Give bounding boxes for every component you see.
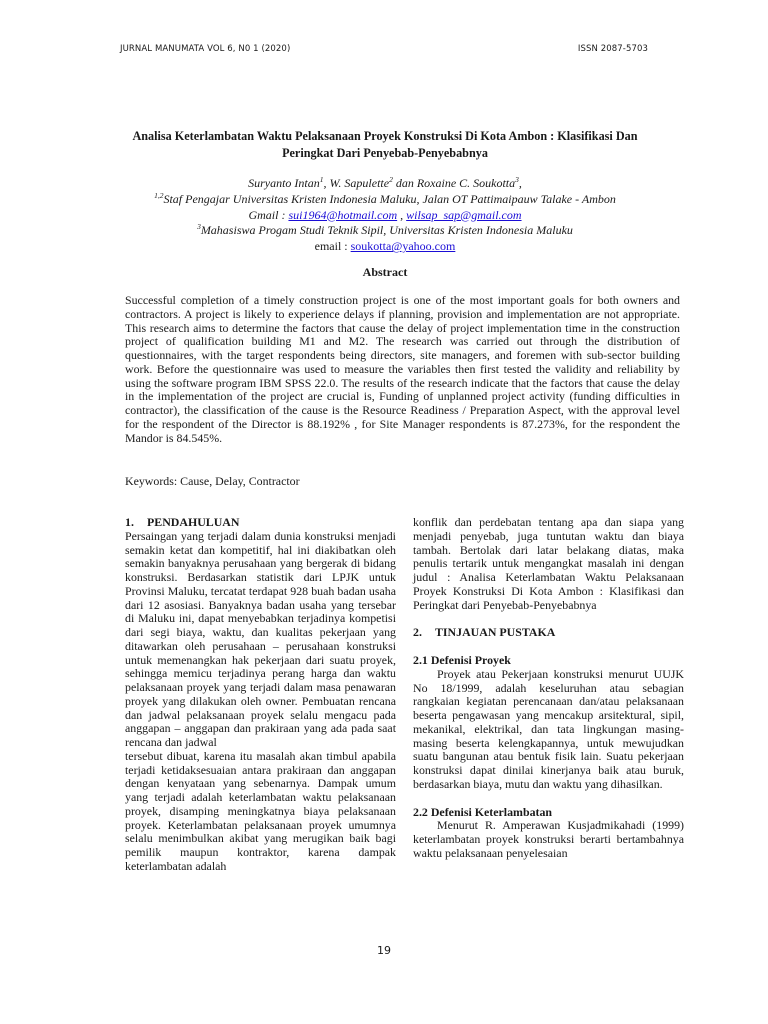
gmail-label: Gmail : (248, 207, 289, 222)
author-3-sup: 3 (515, 175, 519, 184)
affiliation-2-sup: 3 (197, 222, 201, 232)
keywords: Keywords: Cause, Delay, Contractor (125, 474, 300, 488)
journal-name: JURNAL MANUMATA VOL 6, N0 1 (2020) (120, 44, 291, 54)
author-1-sup: 1 (319, 175, 324, 184)
email-link-3[interactable]: soukotta@yahoo.com (350, 239, 456, 254)
running-header (120, 44, 648, 58)
section-2-number: 2. (413, 625, 422, 640)
subsection-2-1-heading: 2.1 Defenisi Proyek (413, 653, 511, 667)
section-1-title: PENDAHULUAN (147, 515, 240, 529)
affiliation-2 (125, 223, 645, 239)
abstract-text: Successful completion of a timely construction project is one of the most important goals for both owners and contractors. A project is likely to experience delays if planning, provision and implementation are not appropriate. This research aims to determine the factors that cause the delay of project implementation time in the construction project of qualification building M1 and M2. The research was carried out through the distribution of questionnaires, with the target respondents being directors, site managers, and foremen with sub-sector building work. Before the questionnaire was used to measure the variables then first tested the validity and reliability by using the software program IBM SPSS 22.0. The results of the research indicate that the factors that cause the delay in the implementation of the project are crucial is, Funding of unplanned project activity (funding difficulties in contractor), the classification of the cause is the Resource Readiness / Preparation Aspect, with the approval level for the respondent of the Director is 88.192% , for Site Manager respondents is 87.273%, for the respondent the Mandor is 84.545%. (125, 293, 680, 445)
email-label: email : (314, 239, 351, 254)
affiliation-1-text: Staf Pengajar Universitas Kristen Indonesia Maluku, Jalan OT Pattimaipauw Talake - Ambon (163, 191, 616, 206)
spacer (413, 640, 684, 654)
affiliation-2-text: Mahasiswa Progam Studi Teknik Sipil, Universitas Kristen Indonesia Maluku (200, 223, 573, 238)
author-2: , W. Sapulette (323, 176, 390, 190)
gmail-line (125, 208, 645, 224)
spacer (413, 792, 684, 806)
subsection-2-2-heading: 2.2 Defenisi Keterlambatan (413, 804, 553, 819)
affiliation-1 (125, 192, 645, 208)
spacer (413, 612, 684, 626)
author-1: Suryanto Intan (248, 176, 320, 190)
email-link-1[interactable]: sui1964@hotmail.com (288, 207, 398, 222)
left-column (125, 516, 396, 874)
affiliation-1-sup: 1,2 (154, 190, 164, 200)
author-2-sup: 2 (389, 175, 393, 184)
right-column (413, 516, 684, 861)
author-3: dan Roxaine C. Soukotta (392, 176, 516, 190)
section-2-title: TINJAUAN PUSTAKA (435, 625, 556, 640)
email-separator: , (397, 207, 407, 222)
definition-paragraph: Proyek atau Pekerjaan konstruksi menurut UUJK No 18/1999, adalah keseluruhan atau sebagian rangkaian kegiatan perencanaan dan/atau pelaksanaan beserta pengawasan yang mencakup arsitektural, sipil, mekanikal, elektrikal, dan tata lingkungan masing-masing beserta kelengkapannya, untuk mewujudkan suatu bangunan atau bentuk fisik lain. Suatu pekerjaan konstruksi dapat dinilai kinerjanya baik atau buruk, berdasarkan biaya, mutu dan waktu yang dihasilkan. (413, 666, 684, 791)
section-2-heading (413, 626, 684, 640)
email-line (125, 239, 645, 255)
delay-paragraph: Menurut R. Amperawan Kusjadmikahadi (1999) keterlambatan proyek konstruksi berarti bertambahnya waktu pelaksanaan penyelesaian (413, 818, 684, 860)
section-1-heading (125, 516, 396, 530)
author-names (125, 176, 645, 192)
abstract-heading: Abstract (362, 265, 408, 279)
intro-paragraph-3: konflik dan perdebatan tentang apa dan siapa yang menjadi penyebab, juga tuntutan waktu dan biaya tambah. Bertolak dari latar belakang diatas, maka penulis tertarik untuk mengangkat masalah ini dengan judul : Analisa Keterlambatan Waktu Pelaksanaan Proyek Konstruksi Di Kota Ambon : Klasifikasi dan Peringkat dari Penyebab-Penyebabnya (413, 515, 684, 612)
section-1-number: 1. (125, 515, 134, 529)
paper-title: Analisa Keterlambatan Waktu Pelaksanaan Proyek Konstruksi Di Kota Ambon : Klasifikasi Dan Peringkat Dari Penyebab-Penyebabnya (132, 129, 638, 160)
authors-block (125, 176, 645, 255)
intro-paragraph-1: Persaingan yang terjadi dalam dunia konstruksi menjadi semakin ketat dan kompetitif, hal ini diakibatkan oleh semakin banyaknya perusahaan yang bergerak di bidang konstruksi. Berdasarkan statistik dari LPJK untuk Provinsi Maluku, tercatat terdapat 928 buah badan usaha dari 12 asosiasi. Banyaknya badan usaha yang tersebar di Maluku ini, dapat menyebabkan terjadinya kompetisi dari segi biaya, waktu, dan kualitas pekerjaan yang ditawarkan oleh perusahaan – perusahaan konstruksi untuk memenangkan hak pekerjaan dari suatu proyek, sehingga memicu terjadinya perang harga dan waktu pelaksanaan proyek yang terjadi dalam masa penawaran proyek yang dilakukan oleh owner. Pembuatan rencana dan jadwal pelaksanaan proyek selalu mengacu pada anggapan – anggapan dan prakiraan yang ada pada saat rencana dan jadwal (125, 528, 396, 749)
page-number: 19 (377, 944, 391, 957)
issn: ISSN 2087-5703 (577, 44, 648, 54)
email-link-2[interactable]: wilsap_sap@gmail.com (406, 207, 522, 222)
author-line-end: , (518, 176, 522, 190)
intro-paragraph-2: tersebut dibuat, karena itu masalah akan timbul apabila terjadi ketidaksesuaian antara prakiraan dan anggapan dengan kenyataan yang sebenarnya. Dampak umum yang terjadi adalah keterlambatan waktu pelaksanaan proyek, disamping meningkatnya biaya pelaksanaan proyek. Keterlambatan pelaksanaan proyek umumnya selalu menimbulkan akibat yang merugikan baik bagi pemilik maupun kontraktor, karena dampak keterlambatan adalah (125, 748, 396, 873)
